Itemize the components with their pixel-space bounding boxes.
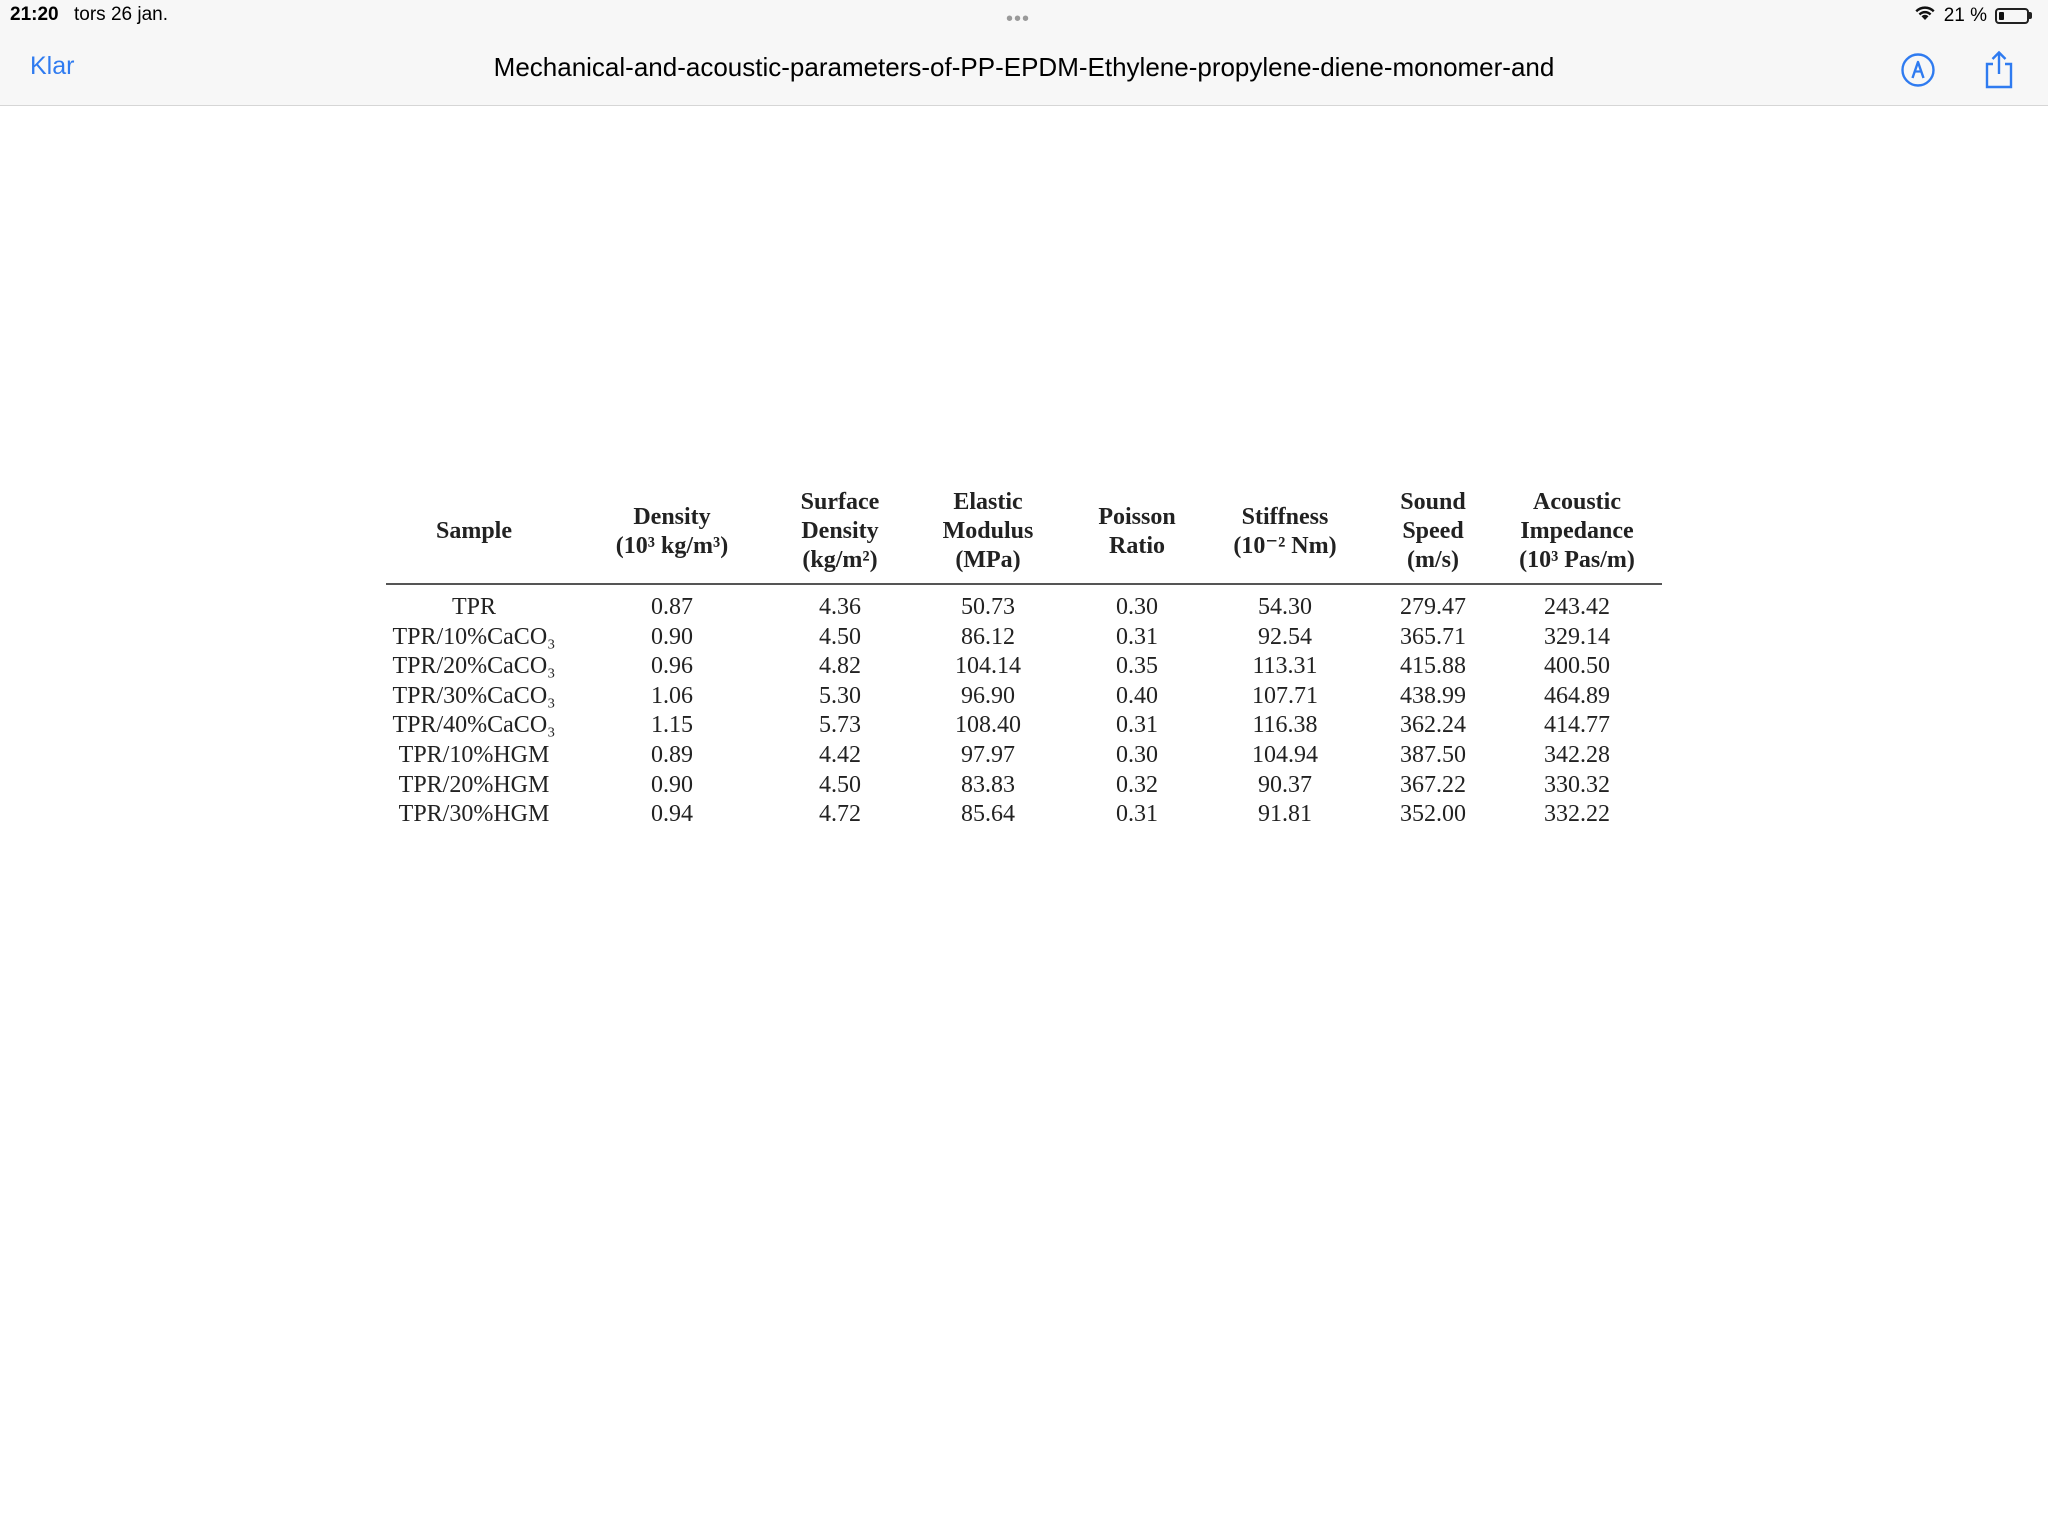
value-cell: 90.37 (1258, 771, 1312, 798)
value-cell: 0.32 (1116, 771, 1158, 798)
status-time: 21:20 (10, 4, 59, 25)
column-header (1374, 488, 1492, 584)
value-cell: 4.50 (819, 623, 861, 650)
value-cell: 113.31 (1252, 653, 1318, 680)
document-title: Mechanical-and-acoustic-parameters-of-PP-EPDM-Ethylene-propylene-diene-monomer-and (493, 52, 1555, 82)
table-header-row (386, 488, 1662, 584)
value-cell: 329.14 (1544, 623, 1610, 650)
wifi-icon (1914, 4, 1936, 27)
value-cell: 4.72 (819, 801, 861, 828)
value-cell: 91.81 (1258, 801, 1312, 828)
sample-cell: TPR/20%CaCO₃ (392, 653, 556, 680)
sample-cell: TPR/10%CaCO₃ (392, 623, 556, 650)
column-header-line: (m/s) (1407, 547, 1459, 573)
value-cell: 50.73 (961, 594, 1015, 620)
markup-icon[interactable] (1896, 48, 1940, 92)
value-cell: 279.47 (1400, 594, 1466, 620)
sample-cell: TPR/40%CaCO₃ (392, 712, 556, 739)
column-header (386, 488, 562, 584)
sample-cell: TPR/30%CaCO₃ (392, 682, 556, 709)
value-cell: 0.30 (1116, 594, 1158, 620)
value-cell: 330.32 (1544, 771, 1610, 798)
battery-percentage: 21 % (1943, 4, 1987, 26)
table-row (386, 682, 1662, 712)
sample-cell: TPR/20%HGM (398, 771, 550, 798)
value-cell: 4.82 (819, 653, 861, 680)
column-header-line: Acoustic (1533, 489, 1621, 515)
value-cell: 108.40 (955, 712, 1021, 739)
column-header-line: Elastic (953, 489, 1023, 515)
done-button[interactable]: Klar (30, 52, 75, 80)
column-header-line: (10⁻² Nm) (1233, 532, 1337, 559)
value-cell: 332.22 (1544, 801, 1610, 828)
column-header-line: Modulus (942, 518, 1034, 544)
sample-cell: TPR/10%HGM (398, 741, 550, 768)
value-cell: 0.31 (1116, 801, 1158, 828)
table-row (386, 623, 1662, 653)
value-cell: 4.36 (819, 594, 861, 620)
column-header-line: Density (801, 518, 879, 544)
value-cell: 0.31 (1116, 623, 1158, 650)
value-cell: 464.89 (1544, 682, 1610, 709)
table-row (386, 652, 1662, 682)
column-header (562, 488, 782, 584)
value-cell: 243.42 (1544, 594, 1610, 620)
value-cell: 342.28 (1544, 741, 1610, 768)
value-cell: 0.40 (1116, 682, 1158, 709)
navigation-bar (0, 34, 2048, 106)
value-cell: 0.96 (651, 653, 693, 680)
value-cell: 1.15 (651, 712, 693, 739)
value-cell: 0.90 (651, 771, 693, 798)
value-cell: 400.50 (1544, 653, 1610, 680)
share-icon[interactable] (1977, 48, 2021, 92)
value-cell: 104.94 (1252, 741, 1318, 768)
column-header-line: Speed (1402, 518, 1464, 544)
column-header-line: (MPa) (955, 547, 1021, 573)
battery-level (1999, 12, 2004, 20)
value-cell: 0.94 (651, 801, 693, 828)
value-cell: 387.50 (1400, 741, 1466, 768)
table-row (386, 771, 1662, 801)
column-header-line: Density (633, 503, 711, 530)
value-cell: 0.87 (651, 594, 693, 620)
value-cell: 116.38 (1252, 712, 1318, 739)
multitasking-dots-icon[interactable]: ••• (1006, 8, 1031, 30)
column-header (1196, 488, 1374, 584)
value-cell: 0.30 (1116, 741, 1158, 768)
value-cell: 1.06 (651, 682, 693, 709)
sample-cell: TPR/30%HGM (398, 801, 550, 828)
column-header (1492, 488, 1662, 584)
status-indicators (1914, 4, 2032, 27)
value-cell: 97.97 (961, 741, 1015, 768)
column-header (1078, 488, 1196, 584)
column-header-line: Sample (435, 518, 512, 544)
value-cell: 362.24 (1400, 712, 1466, 739)
value-cell: 86.12 (961, 623, 1015, 650)
value-cell: 0.90 (651, 623, 693, 650)
value-cell: 92.54 (1258, 623, 1312, 650)
value-cell: 4.42 (819, 741, 861, 768)
value-cell: 85.64 (961, 801, 1015, 828)
value-cell: 5.73 (819, 712, 861, 739)
column-header-line: (10³ Pas/m) (1519, 547, 1635, 573)
table-row (386, 800, 1662, 830)
status-bar (0, 0, 2048, 34)
table-row (386, 584, 1662, 623)
column-header-line: Surface (800, 489, 880, 515)
value-cell: 0.89 (651, 741, 693, 768)
column-header (898, 488, 1078, 584)
table-body (386, 584, 1662, 830)
value-cell: 365.71 (1400, 623, 1466, 650)
parameters-table (386, 488, 1662, 830)
value-cell: 367.22 (1400, 771, 1466, 798)
battery-icon (1995, 8, 2032, 24)
column-header-line: Impedance (1520, 518, 1634, 544)
column-header-line: (kg/m²) (802, 547, 878, 573)
value-cell: 352.00 (1400, 801, 1466, 828)
column-header-line: Stiffness (1241, 503, 1329, 530)
value-cell: 0.35 (1116, 653, 1158, 680)
table-row (386, 711, 1662, 741)
column-header (782, 488, 898, 584)
value-cell: 5.30 (819, 682, 861, 709)
value-cell: 96.90 (961, 682, 1015, 709)
column-header-line: Poisson (1098, 503, 1176, 530)
value-cell: 83.83 (961, 771, 1015, 798)
status-date: tors 26 jan. (74, 4, 168, 25)
sample-cell: TPR (451, 594, 496, 620)
value-cell: 0.31 (1116, 712, 1158, 739)
column-header-line: Ratio (1109, 532, 1165, 559)
value-cell: 107.71 (1252, 682, 1318, 709)
column-header-line: (10³ kg/m³) (615, 532, 729, 559)
value-cell: 54.30 (1258, 594, 1312, 620)
value-cell: 104.14 (955, 653, 1021, 680)
value-cell: 414.77 (1544, 712, 1610, 739)
column-header-line: Sound (1400, 489, 1466, 515)
value-cell: 4.50 (819, 771, 861, 798)
value-cell: 415.88 (1400, 653, 1466, 680)
value-cell: 438.99 (1400, 682, 1466, 709)
table-row (386, 741, 1662, 771)
